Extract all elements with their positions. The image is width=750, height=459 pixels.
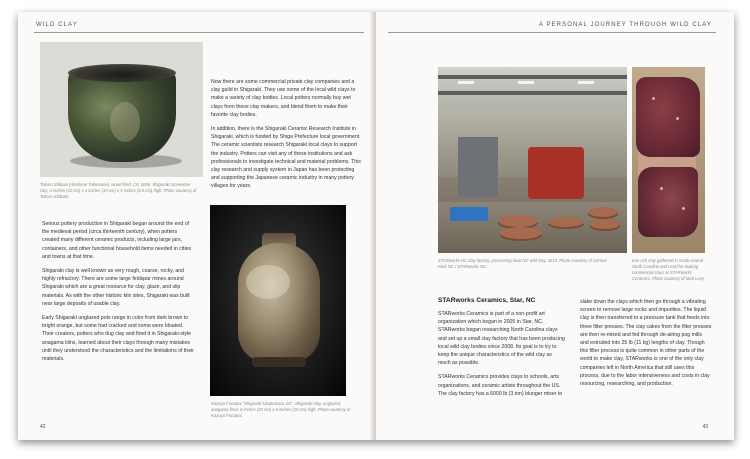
right-header-rule [388, 32, 716, 33]
paragraph: Serious pottery production in Shigaraki began around the end of the medieval period (circa thirteenth century), when potters created many different ceramic products, including large jars, containers, and other functional household items needed in cities and towns at that time. [42, 221, 192, 260]
iron-rich-clay-photo [632, 67, 705, 253]
left-running-head: WILD CLAY [36, 22, 78, 28]
left-column-2 [211, 78, 361, 197]
section-heading: STARworks Ceramics, Star, NC [438, 297, 536, 304]
clay-factory-photo [438, 67, 627, 253]
left-header-rule [34, 32, 364, 33]
right-page [376, 12, 734, 440]
paragraph: Shigaraki clay is well known as very rough, coarse, rocky, and highly refractory. There are some large feldspar mines around Shigaraki which are a great resource for clay, glaze, and slip materials. As with the other historic kiln sites, Shigaraki was built near large deposits of usable clay. [42, 268, 190, 307]
shigaraki-bowl-photo [40, 42, 203, 177]
right-page-number: 43 [702, 424, 708, 430]
shigaraki-jar-photo [210, 205, 346, 396]
left-page [18, 12, 374, 440]
factory-photo-caption: STARworks NC clay factory, processing local NC wild clay, 2015. Photo courtesy of Central Park NC / STARworks NC. [438, 258, 607, 269]
left-column-1 [42, 220, 194, 369]
right-running-head: A PERSONAL JOURNEY THROUGH WILD CLAY [538, 22, 712, 28]
left-page-number: 42 [40, 424, 46, 430]
paragraph: Now there are some commercial private clay companies and a clay guild in Shigaraki. They use some of the local wild clays to make a variety of clay bodies. Local potters normally buy wet clays from these clay makers, and blend them to make their favorite clay bodies. [211, 79, 356, 118]
clay-photo-caption: Iron rich clay gathered in south central North Carolina and used for making commercial clays at STARworks Ceramics. Photo courtesy of Matt Levy. [632, 258, 705, 281]
bowl-photo-caption: Tokuro Shibata (Akebone Tokoname), wood fired, C9, 2006. Shigaraki stoneware clay, 4 inches (10 cm) x 4 inches (10 cm) x 5 inches (8.5 cm) high. Photo courtesy of Tokuro Shibata. [40, 182, 197, 199]
jar-photo-caption: Kazuya Furutani "Shigaraki Uzukumaru Jar". Shigaraki clay, unglazed, anagama fired. 8 inches (20 cm) x 8 inches (20 cm) high. Photo courtesy of Kazuya Furutani. [211, 401, 351, 418]
right-column-1 [438, 310, 566, 404]
right-column-2 [580, 298, 712, 394]
paragraph: STARworks Ceramics provides clays to schools, arts organizations, and ceramic artists throughout the US. The clay factory has a 6000 lb (3 ton) blunger mixer to [438, 374, 563, 397]
book-spread [18, 12, 734, 440]
paragraph: In addition, there is the Shigaraki Ceramic Research Institute in Shigaraki, which is funded by Shiga Prefecture local government. The ceramic scientists research Shigaraki local clays to support the industry. Potters can visit any of these institutions and ask professionals to investigate technical and material problems. This clay research and supply system in Japan has been protecting and supporting the Japanese ceramic industry in many pottery villages for years. [211, 126, 361, 190]
paragraph: Early Shigaraki unglazed pots range in color from dark brown to bright orange, but some had cracked and some were bloated. Their creators, potters who dug clay and fired it in Shigaraki-style anagama kilns, learned about their clays through many mistakes until they understood the characteristics and the limitations of their materials. [42, 315, 194, 363]
paragraph: STARworks Ceramics is part of a non-profit art organization which began in 2005 in Star, NC. STARworks began researching North Carolina clays and set up a small clay factory that has been producing local wild clay bodies since 2008. Its goal is to try to keep the unique characteristics of the wild clay as much as possible. [438, 311, 565, 367]
paragraph: slake down the clays which then go through a vibrating screen to remove large rocks and impurities. The liquid clay is then transferred to a pressure tank that feeds into three filter presses. The clay cakes from the filter presses are then re-mixed and fed through de-airing pug mills and extruded into 25 lb (11 kg) lengths of clay. Though this filter process is quite common in other parts of the world to make clay, STARworks is one of the only clay companies left in North America that still uses this process, due to the labor intensiveness and costs in clay resourcing, researching, and production. [580, 299, 712, 388]
